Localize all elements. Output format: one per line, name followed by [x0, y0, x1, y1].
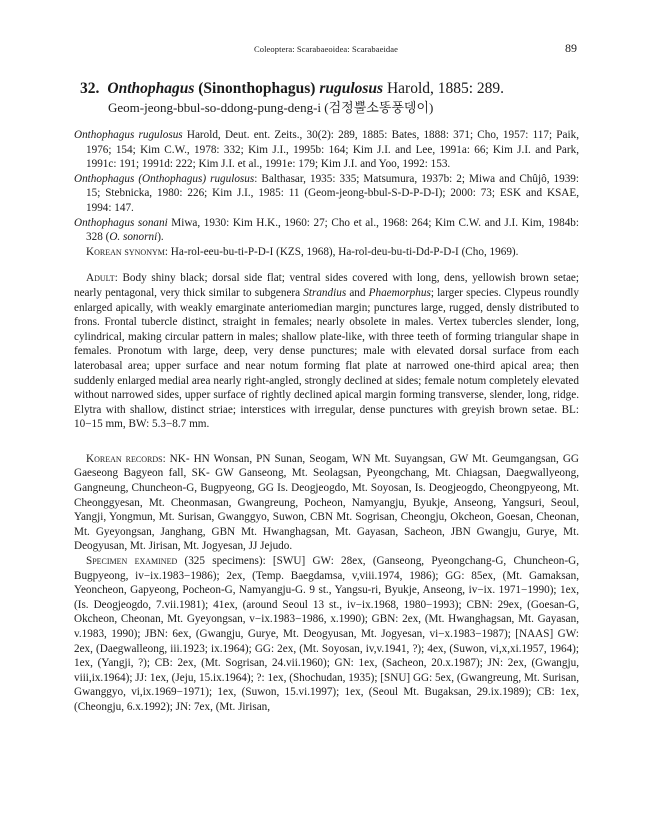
synonym-entry [74, 128, 579, 172]
specimens-label: Specimen examined [86, 555, 178, 568]
species-title-block [80, 79, 580, 117]
korean-records-label: Korean records [86, 452, 163, 465]
synonym-name: Onthophagus (Onthophagus) rugulosus [74, 172, 255, 185]
synonym-text: : Balthasar, 1935: 335; Matsumura, 1937b: 2; Miwa and Chûjô, 1939: 15; Stebnicka, 1980: 226; Kim J.I., 1985: 11 (Geom-jeong-bbul-S-D-P-D-I); 2000: 73; ESK and KSAE, 1994: 147. [86, 172, 580, 214]
synonym-entry [74, 216, 579, 245]
synonym-name: Onthophagus sonani [74, 216, 168, 229]
korean-records [74, 452, 579, 554]
species-number: 32. [80, 80, 100, 97]
species-body [74, 128, 579, 715]
spacer [74, 259, 579, 271]
adult-label: Adult [86, 272, 115, 285]
korean-synonym [74, 245, 579, 260]
species-author: Harold, 1885: 289. [386, 80, 505, 97]
page-number: 89 [565, 41, 577, 55]
adult-italic-genus: Strandius [303, 286, 347, 299]
running-head: Coleoptera: Scarabaeoidea: Scarabaeidae [253, 44, 399, 54]
specimens-text: (325 specimens): [SWU] GW: 28ex, (Ganseong, Pyeongchang-G, Chuncheon-G, Bugpyeong, iv−ix.1983−1986); 2ex, (Temp. Baegdamsa, v,viii.1974, 1986); GG: 85ex, (Mt. Gamaksan, Yeoncheon, Gapyeong, Pocheon-G, Namyangju-G. 9 st., Yangsu-ri, Byukje, Anseong, iv−ix. 1971−1990); 1ex, (Is. Deogjeogdo, 7.vii.1981); 41ex, (around Seoul 13 st., iv−ix.1968, 1980−1993); CBN: 29ex, (Goesan-G, Okcheon, Cheonan, Mt. Gyeyongsan, v−ix.1983−1986, x.1990); GBN: 2ex, (Mt. Hwanghagsan, Mt. Gayasan, v.1983, 1990); JBN: 6ex, (Gwangju, Gurye, Mt. Deogyusan, Mt. Jogyesan, vi−x.1983−1987); [NAAS] GW: 2ex, (Daegwalleong, iii.1923; ix.1964); GG: 2ex, (Mt. Soyosan, iv,v.1941, ?); 4ex, (Suwon, vi,x,xi.1957, 1964); 1ex, (Yangji, ?); CB: 2ex, (Mt. Sogrisan, 24.vii.1960); GN: 1ex, (Sacheon, 20.x.1987); JN: 2ex, (Gwangju, viii,ix.1964); JJ: 1ex, (Jeju, 15.ix.1964); ?: 1ex, (Shochudan, 1935); [SNU] GG: 5ex, (Gwangreung, Mt. Surisan, Gwanggyo, vi,ix.1969−1971); 1ex, (Suwon, 15.vi.1997); 1ex, (Seoul Mt. Bugaksan, 29.ix.1989); CB: 1ex, (Cheongju, 6.x.1992); JN: 7ex, (Mt. Jirisan, [74, 555, 580, 713]
korean-records-text: : NK- HN Wonsan, PN Sunan, Seogam, WN Mt. Suyangsan, GW Mt. Geumgangsan, GG Gaeseong Bagyeon fall, SK- GW Ganseong, Mt. Seolagsan, Pyeongchang, Mt. Chiagsan, Daegwallyeong, Gangneung, Chuncheon-G, Bugpyeong, GG Is. Deogjeogdo, Mt. Soyosan, Is. Deogjeogdo, Cheongpyeong, Mt. Cheonggyesan, Mt. Cheonmasan, Gwangreung, Pocheon, Namyangju, Byukje, Anseong, Yangsuri, Seoul, Yangji, Yongmun, Mt. Surisan, Gwanggyo, Suwon, CBN Mt. Sogrisan, Cheongju, Okcheon, Goesan, Cheonan, Mt. Gyeyongsan, Janghang, GBN Mt. Hwanghagsan, Mt. Gayasan, Sacheon, JBN Gwangju, Gurye, Mt. Deogyusan, Mt. Jirisan, Mt. Jogyesan, JJ Jejudo. [74, 452, 579, 553]
korean-common-name: Geom-jeong-bbul-so-ddong-pung-deng-i (검정뿔소똥풍뎅이) [108, 100, 434, 115]
spacer [74, 432, 579, 452]
synonym-name: Onthophagus rugulosus [74, 129, 183, 141]
synonym-entry [74, 172, 579, 216]
adult-text: : Body shiny black; dorsal side flat; ventral sides covered with long, dens, yellowish brown setae; nearly pentagonal, very thick similar to subgenera [74, 272, 579, 299]
species-title [80, 79, 580, 99]
synonym-text: Harold, Deut. ent. Zeits., 30(2): 289, 1885: Bates, 1888: 371; Cho, 1957: 117; Paik, 1976; 154; Kim C.W., 1978: 332; Kim J.I., 1995b: 164; Kim J.I. and Lee, 1991a: 66; Kim J.I. and Park, 1991c: 191; 1991d: 222; Kim J.I. et al., 1991e: 179; Kim J.I. and Yoo, 1992: 153. [86, 129, 579, 171]
korean-synonym-label: Korean synonym [86, 245, 165, 258]
specimens-examined [74, 554, 579, 715]
korean-synonym-text: : Ha-rol-eeu-bu-ti-P-D-I (KZS, 1968), Ha-rol-deu-bu-ti-Dd-P-D-I (Cho, 1969). [164, 245, 519, 258]
adult-description [74, 271, 579, 432]
synonym-text: Miwa, 1930: Kim H.K., 1960: 27; Cho et al., 1968: 264; Kim C.W. and J.I. Kim, 1984b: 328 ( [86, 216, 579, 244]
adult-text: ; larger species. Clypeus roundly enlarged apically, with weakly emarginate anteriomedian margin; punctures large, rugged, densly distributed to frons. Frontal tubercle distinct, straight in females; nearly obsolete in males. Vertex tubercles slender, long, cylindrical, making circular pattern in males; shallow plate-like, with three teeth of forming triangular shape in females. Pronotum with large, deep, very dense punctures; male with elevated dorsal surface from each laterobasal area; upper surface and near notum forming flat plate at narrowed one-third apical area; then suddenly enlarged medial area nearly right-angled, strongly declined at sides; female notum completely elevated without narrowed sides, upper surface of rightly declined apical margin forming transverse, slender, long, ridge. Elytra with shallow, distinct striae; interstices with irregular, dense punctures with greyish brown setae. BL: 10−15 mm, BW: 5.3−8.7 mm. [74, 286, 579, 431]
genus-name: Onthophagus [107, 80, 195, 97]
synonym-tail: ). [157, 231, 164, 244]
adult-italic-genus: Phaemorphus [368, 286, 431, 299]
synonym-italic-tail: O. sonorni [109, 231, 158, 244]
subgenus-name: (Sinonthophagus) [198, 80, 316, 97]
species-epithet: rugulosus [319, 80, 384, 97]
adult-text: and [346, 286, 369, 299]
